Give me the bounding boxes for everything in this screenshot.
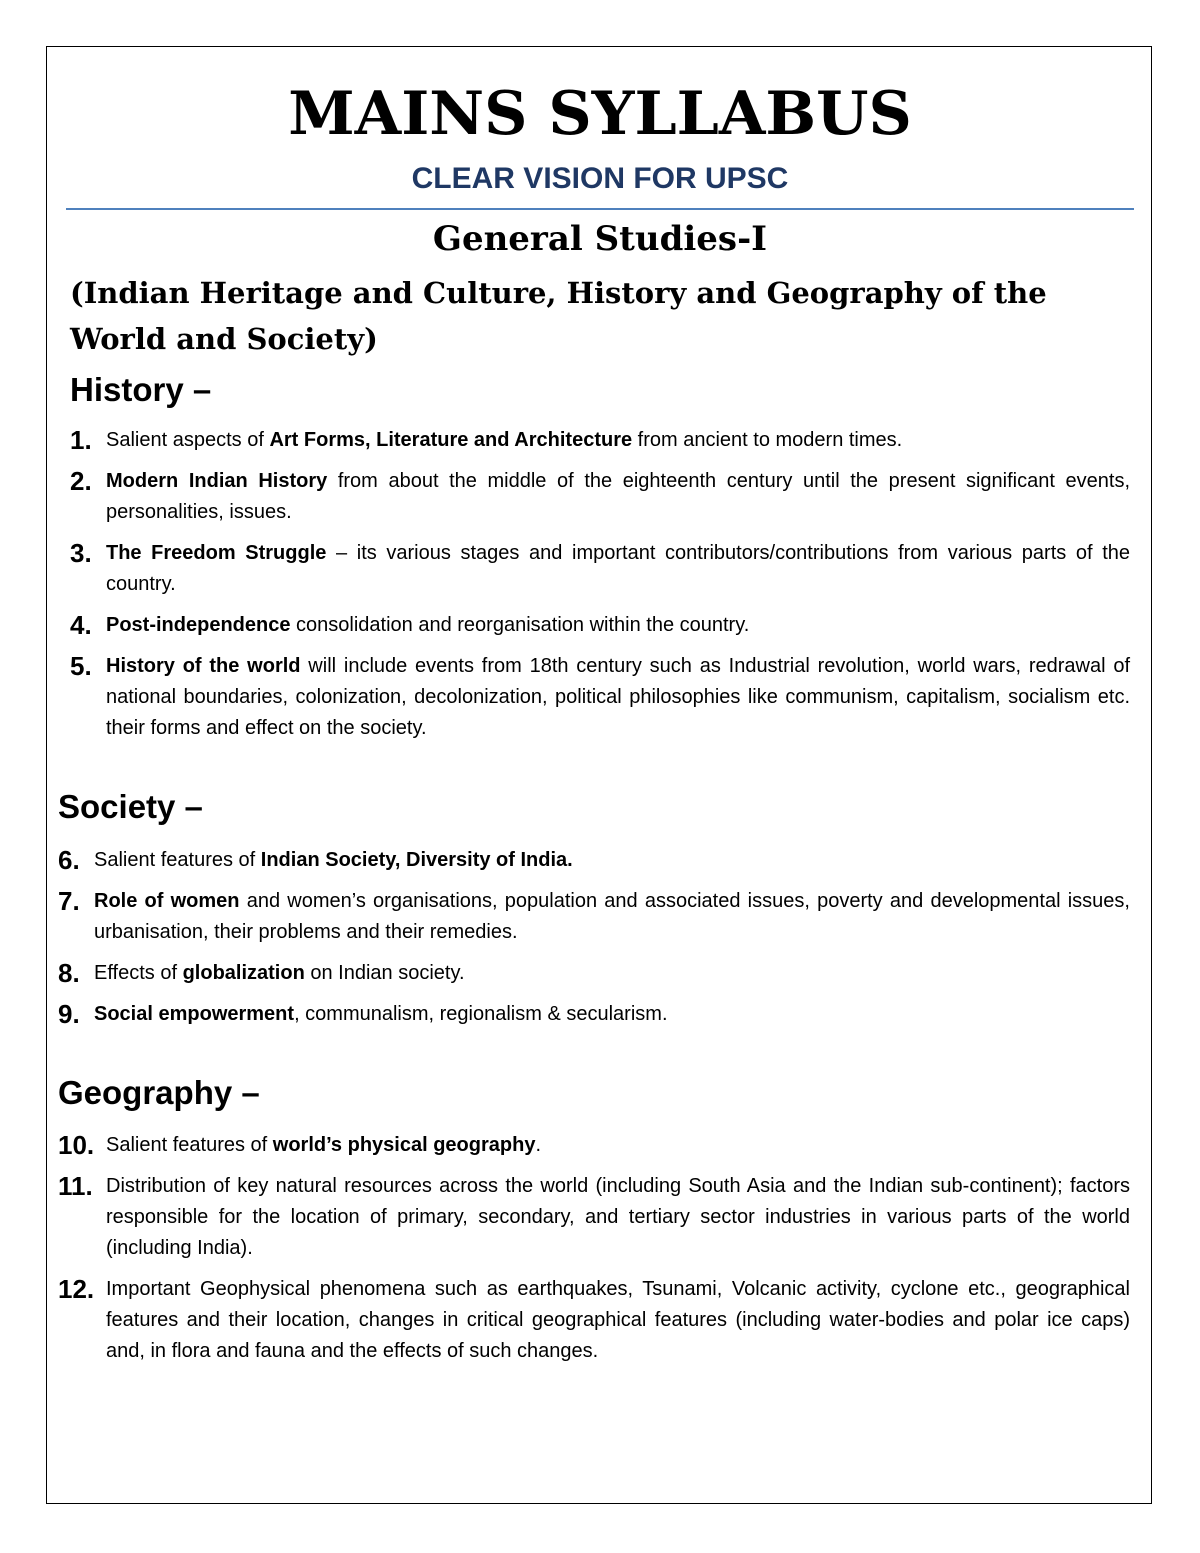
item-number: 3.	[70, 538, 92, 568]
section-heading-history: History –	[70, 371, 212, 408]
item-number: 6.	[58, 845, 80, 875]
paper-title: General Studies-I	[432, 219, 768, 259]
list-item	[70, 610, 1130, 641]
item-text: History of the world will include events from 18th century such as Industrial revolution, world wars, redrawal of national boundaries, colonization, decolonization, political philosophies like communism, capitalism, socialism etc. their forms and effect on the society.	[106, 655, 1130, 739]
item-text: Effects of globalization on Indian society.	[94, 962, 465, 984]
item-number: 10.	[58, 1130, 95, 1160]
item-text: The Freedom Struggle – its various stages and important contributors/contributions from various parts of the country.	[106, 542, 1130, 595]
item-number: 8.	[58, 958, 80, 988]
section-heading-society: Society –	[58, 788, 203, 825]
item-number: 12.	[58, 1274, 95, 1304]
list-item	[58, 1171, 1130, 1264]
item-text: Salient aspects of Art Forms, Literature and Architecture from ancient to modern times.	[106, 429, 903, 451]
item-text: Salient features of world’s physical geography.	[106, 1134, 541, 1156]
item-text: Distribution of key natural resources across the world (including South Asia and the Indian sub-continent); factors responsible for the location of primary, secondary, and tertiary sector industries in various parts of the world (including India).	[106, 1175, 1130, 1259]
paper-subtitle: (Indian Heritage and Culture, History and Geography of the World and Society)	[70, 276, 1047, 356]
header-divider	[66, 208, 1134, 210]
list-item	[58, 1274, 1130, 1367]
item-number: 1.	[70, 425, 92, 455]
item-text: Important Geophysical phenomena such as earthquakes, Tsunami, Volcanic activity, cyclone etc., geographical features and their location, changes in critical geographical features (including water-bodies and polar ice caps) and, in flora and fauna and the effects of such changes.	[106, 1278, 1130, 1362]
item-number: 11.	[58, 1171, 93, 1201]
item-number: 4.	[70, 610, 92, 640]
item-text: Salient features of Indian Society, Diversity of India.	[94, 849, 573, 871]
society-list	[58, 845, 1130, 1040]
item-number: 9.	[58, 999, 80, 1029]
list-item	[58, 1130, 1130, 1161]
list-item	[70, 538, 1130, 600]
list-item	[70, 466, 1130, 528]
list-item	[58, 958, 1130, 989]
list-item	[70, 651, 1130, 744]
item-text: Social empowerment, communalism, regionalism & secularism.	[94, 1003, 668, 1025]
item-text: Modern Indian History from about the middle of the eighteenth century until the present significant events, personalities, issues.	[106, 470, 1131, 523]
item-number: 7.	[58, 886, 80, 916]
list-item	[58, 886, 1130, 948]
page-title: MAINS SYLLABUS	[288, 79, 912, 149]
history-list	[70, 425, 1130, 754]
section-heading-geography: Geography –	[58, 1074, 260, 1111]
item-number: 5.	[70, 651, 92, 681]
item-text: Post-independence consolidation and reorganisation within the country.	[106, 614, 750, 636]
page-subtitle: CLEAR VISION FOR UPSC	[411, 162, 789, 195]
list-item	[58, 999, 1130, 1030]
item-number: 2.	[70, 466, 92, 496]
geography-list	[58, 1130, 1130, 1377]
list-item	[58, 845, 1130, 876]
list-item	[70, 425, 1130, 456]
item-text: Role of women and women’s organisations, population and associated issues, poverty and developmental issues, urbanisation, their problems and their remedies.	[94, 890, 1130, 943]
